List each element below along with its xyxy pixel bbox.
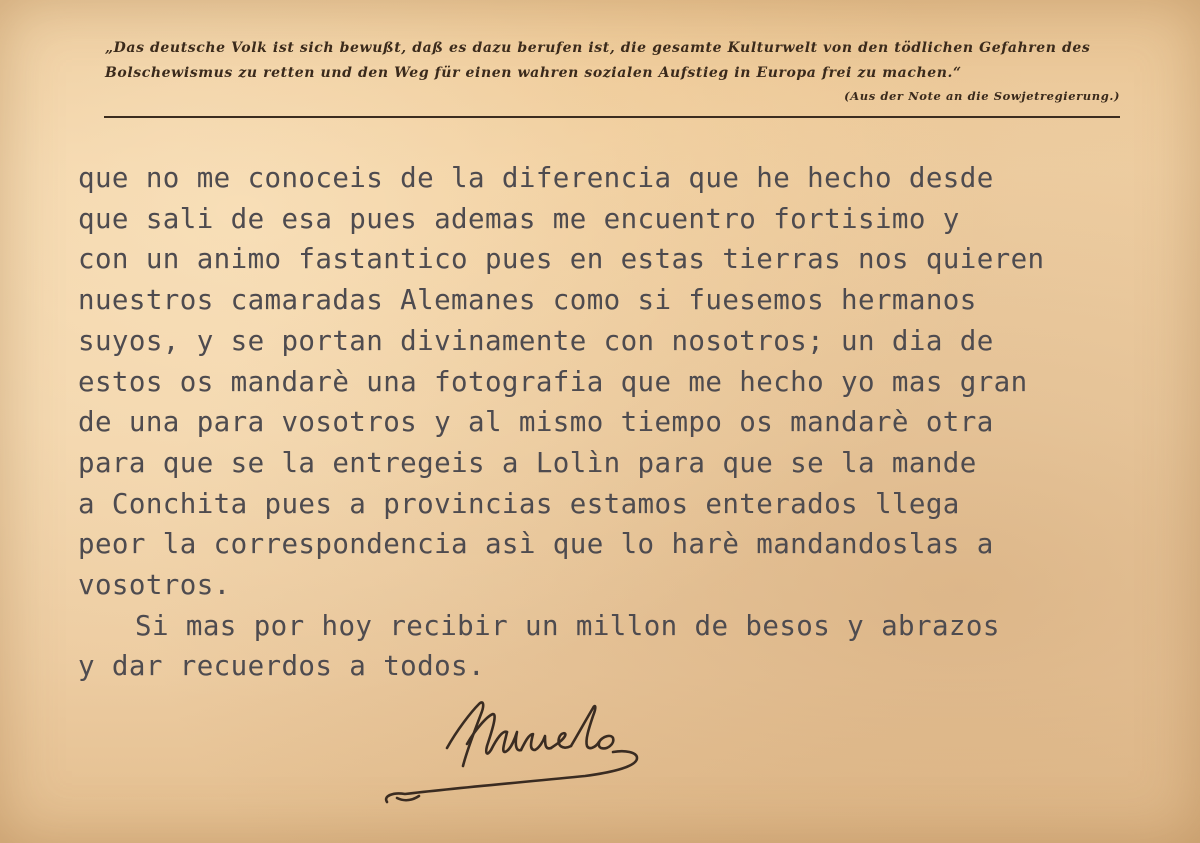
typewritten-letter <box>78 158 1196 687</box>
letter-line: que no me conoceis de la diferencia que he hecho desde <box>78 162 994 194</box>
header-divider <box>104 116 1120 118</box>
letter-line: estos os mandarè una fotografia que me hecho yo mas gran <box>78 365 1028 398</box>
slogan-line-1: „Das deutsche Volk ist sich bewußt, daß es dazu berufen ist, die gesamte Kulturwelt von den tödlichen Gefahren des <box>105 40 1091 56</box>
letter-line: a Conchita pues a provincias estamos enterados llega <box>78 487 960 520</box>
letter-line: nuestros camaradas Alemanes como si fuesemos hermanos <box>78 284 977 317</box>
letter-line: Si mas por hoy recibir un millon de besos y abrazos <box>135 609 1000 642</box>
letter-line: que sali de esa pues ademas me encuentro fortisimo y <box>78 202 960 235</box>
letter-line: con un animo fastantico pues en estas tierras nos quieren <box>78 243 1045 276</box>
letter-line: para que se la entregeis a Lolìn para que se la mande <box>78 446 977 479</box>
letter-line: de una para vosotros y al mismo tiempo os mandarè otra <box>78 406 994 439</box>
slogan-line-2: Bolschewismus zu retten und den Weg für einen wahren sozialen Aufstieg in Europa frei zu machen.“ <box>105 65 962 81</box>
letter-line: suyos, y se portan divinamente con nosotros; un dia de <box>78 324 994 357</box>
slogan-source: (Aus der Note an die Sowjetregierung.) <box>844 89 1120 103</box>
letter-line: vosotros. <box>78 569 231 602</box>
printed-slogan <box>105 36 1120 106</box>
handwritten-signature <box>375 690 655 820</box>
letter-line: y dar recuerdos a todos. <box>78 650 485 683</box>
letter-line: peor la correspondencia asì que lo harè mandandoslas a <box>78 528 994 561</box>
